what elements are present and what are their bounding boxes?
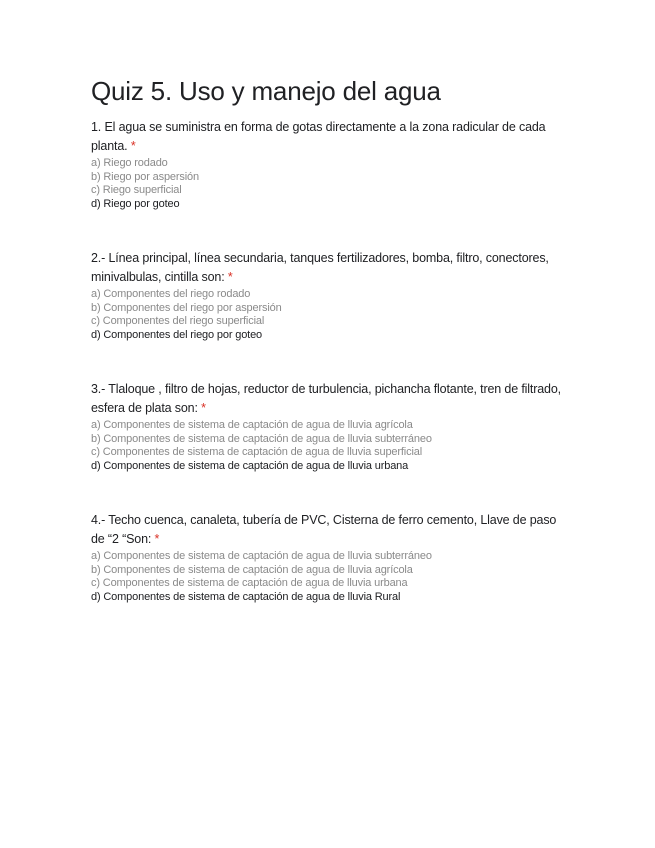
question-2 [91,249,561,342]
option-a: a) Componentes del riego rodado [91,288,251,300]
option-d: d) Componentes de sistema de captación de agua de lluvia Rural [91,590,401,603]
option-d: d) Componentes del riego por goteo [91,328,263,341]
option-c: c) Componentes de sistema de captación de agua de lluvia superficial [91,446,422,458]
option-c: c) Componentes de sistema de captación de agua de lluvia urbana [91,577,408,589]
option-c: c) Componentes del riego superficial [91,315,265,327]
question-text [91,380,561,418]
question-3 [91,380,561,473]
option-b: b) Riego por aspersión [91,170,199,183]
required-asterisk: * [201,401,206,415]
answer-options [91,550,561,604]
option-b: b) Componentes del riego por aspersión [91,301,282,314]
option-c: c) Riego superficial [91,184,182,196]
question-text-content: 2.- Línea principal, línea secundaria, tanques fertilizadores, bomba, filtro, conectores, minivalbulas, cintilla son: [91,251,549,284]
answer-options [91,157,561,211]
question-1 [91,118,561,211]
question-text [91,249,561,287]
page-title: Quiz 5. Uso y manejo del agua [91,76,441,106]
option-d: d) Componentes de sistema de captación de agua de lluvia urbana [91,459,409,472]
required-asterisk: * [227,270,233,284]
question-text-content: 4.- Techo cuenca, canaleta, tubería de PVC, Cisterna de ferro cemento, Llave de paso de “2 “Son: [91,513,557,546]
question-text-content: 3.- Tlaloque , filtro de hojas, reductor de turbulencia, pichancha flotante, tren de filtrado, esfera de plata son: [91,382,561,415]
option-d: d) Riego por goteo [91,197,180,210]
question-4 [91,511,561,604]
option-a: a) Componentes de sistema de captación de agua de lluvia agrícola [91,419,413,431]
answer-options [91,419,561,473]
option-b: b) Componentes de sistema de captación de agua de lluvia subterráneo [91,432,432,445]
option-a: a) Riego rodado [91,157,168,169]
option-b: b) Componentes de sistema de captación de agua de lluvia agrícola [91,563,413,576]
question-text [91,118,561,156]
quiz-page [91,74,561,642]
answer-options [91,288,561,342]
required-asterisk: * [154,532,160,546]
option-a: a) Componentes de sistema de captación de agua de lluvia subterráneo [91,550,432,562]
question-text-content: 1. El agua se suministra en forma de gotas directamente a la zona radicular de cada planta. [91,120,546,153]
question-text [91,511,561,549]
required-asterisk: * [130,139,136,153]
